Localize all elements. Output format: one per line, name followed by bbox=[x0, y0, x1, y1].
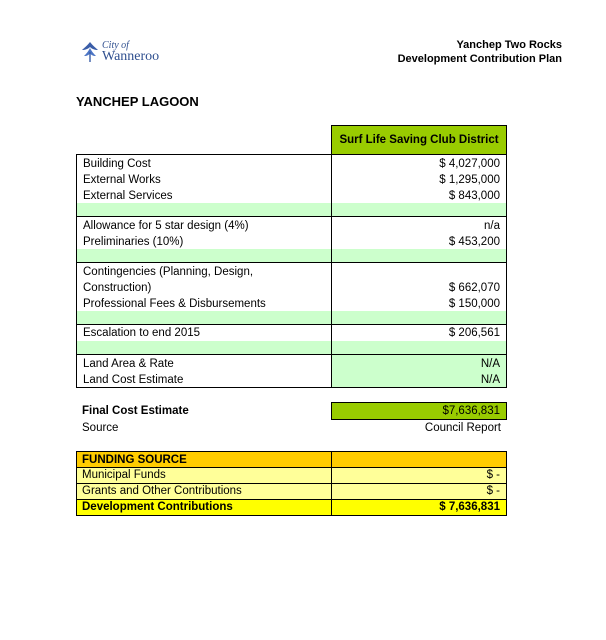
funding-label: Grants and Other Contributions bbox=[82, 485, 242, 497]
logo-line2: Wanneroo bbox=[102, 49, 160, 64]
row-value: $ 453,200 bbox=[448, 236, 500, 248]
logo-line1: City of bbox=[102, 40, 129, 51]
row-value: $ 662,070 bbox=[448, 282, 500, 294]
funding-label: Municipal Funds bbox=[82, 469, 166, 481]
table-row bbox=[77, 296, 506, 312]
row-value: $ 150,000 bbox=[448, 298, 500, 310]
table-row bbox=[77, 156, 506, 172]
source-value: Council Report bbox=[424, 422, 501, 434]
funding-header-row bbox=[76, 451, 507, 468]
row-value: N/A bbox=[480, 374, 500, 386]
cost-block-1 bbox=[76, 154, 507, 204]
row-label: Construction) bbox=[83, 282, 152, 294]
funding-value: $ 7,636,831 bbox=[439, 501, 500, 513]
row-label: Preliminaries (10%) bbox=[83, 236, 184, 248]
funding-header-label: FUNDING SOURCE bbox=[82, 454, 187, 466]
table-row bbox=[77, 280, 506, 296]
spacer-row bbox=[76, 203, 507, 217]
row-label: Escalation to end 2015 bbox=[83, 327, 201, 339]
row-label: Contingencies (Planning, Design, bbox=[83, 266, 254, 278]
cost-block-4 bbox=[76, 324, 507, 342]
table-row bbox=[77, 356, 506, 372]
spacer-row bbox=[76, 311, 507, 325]
row-label: Land Area & Rate bbox=[83, 358, 174, 370]
document-header bbox=[398, 38, 562, 66]
row-label: Land Cost Estimate bbox=[83, 374, 184, 386]
row-label: Allowance for 5 star design (4%) bbox=[83, 220, 249, 232]
table-row bbox=[77, 234, 506, 250]
header-line2: Development Contribution Plan bbox=[397, 53, 562, 65]
final-cost-label: Final Cost Estimate bbox=[82, 405, 189, 417]
row-label: Building Cost bbox=[83, 158, 151, 170]
row-label: External Services bbox=[83, 190, 173, 202]
funding-total-row bbox=[76, 500, 507, 516]
cost-block-2 bbox=[76, 216, 507, 250]
row-value: $ 1,295,000 bbox=[439, 174, 500, 186]
city-logo bbox=[80, 40, 170, 64]
table-row bbox=[77, 325, 506, 341]
table-row bbox=[77, 264, 506, 280]
row-value: $ 843,000 bbox=[448, 190, 500, 202]
funding-value: $ - bbox=[486, 469, 500, 481]
row-value: N/A bbox=[480, 358, 500, 370]
funding-row bbox=[76, 484, 507, 500]
funding-value: $ - bbox=[486, 485, 500, 497]
funding-row bbox=[76, 468, 507, 484]
section-title: YANCHEP LAGOON bbox=[76, 94, 199, 109]
table-row bbox=[77, 218, 506, 234]
cost-block-3 bbox=[76, 262, 507, 312]
table-row bbox=[77, 172, 506, 188]
row-value: n/a bbox=[484, 220, 500, 232]
header-line1: Yanchep Two Rocks bbox=[456, 39, 562, 51]
table-row bbox=[77, 188, 506, 204]
row-label: Professional Fees & Disbursements bbox=[83, 298, 266, 310]
table-row bbox=[77, 372, 506, 388]
spacer-row bbox=[76, 341, 507, 355]
city-of-wanneroo-logo-icon bbox=[80, 40, 100, 64]
row-value: $ 4,027,000 bbox=[439, 158, 500, 170]
source-label: Source bbox=[82, 422, 119, 434]
row-label: External Works bbox=[83, 174, 161, 186]
row-value: $ 206,561 bbox=[448, 327, 500, 339]
spacer-row bbox=[76, 249, 507, 263]
final-cost-value: $7,636,831 bbox=[331, 402, 507, 420]
cost-block-5 bbox=[76, 354, 507, 388]
funding-label: Development Contributions bbox=[82, 501, 233, 513]
column-header: Surf Life Saving Club District bbox=[331, 125, 507, 155]
